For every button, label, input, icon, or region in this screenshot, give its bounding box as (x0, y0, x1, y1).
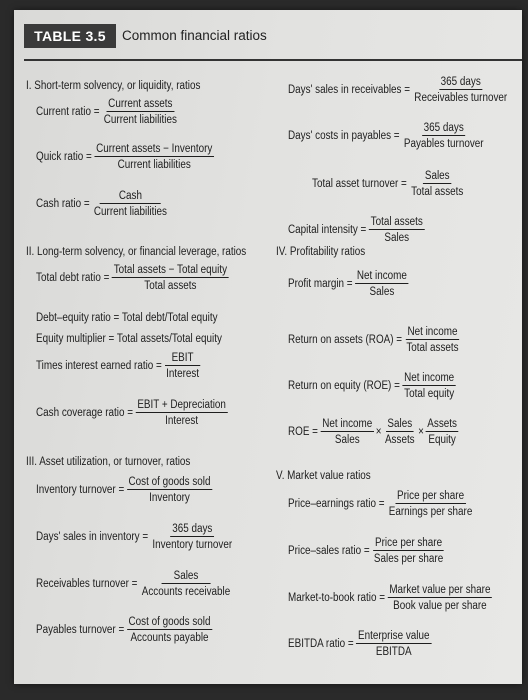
numerator: Assets (427, 418, 457, 430)
section-profitability: IV. Profitability ratios (276, 246, 366, 258)
denominator: Current liabilities (103, 114, 177, 126)
numerator: Sales (387, 418, 413, 430)
numerator: Total assets − Total equity (113, 264, 228, 276)
section-long-term-solvency: II. Long-term solvency, or financial leverage, ratios (26, 246, 247, 258)
numerator: Price per share (397, 490, 465, 502)
formula-ebitda-ratio (288, 630, 431, 658)
formula-label: Market-to-book ratio = (288, 592, 386, 604)
formula-label: EBITDA ratio = (288, 638, 354, 650)
formula-capital-intensity (288, 216, 425, 244)
formula-price-sales-ratio (288, 537, 445, 565)
numerator: EBIT + Depreciation (137, 399, 226, 411)
formula-label: Total asset turnover = (312, 178, 407, 190)
numerator: Sales (424, 170, 450, 182)
denominator: Book value per share (393, 600, 487, 612)
denominator: Receivables turnover (414, 92, 508, 104)
formula-label: Receivables turnover = (36, 578, 138, 590)
denominator: Sales (334, 434, 360, 446)
table-header (14, 10, 522, 60)
denominator: Total assets (411, 186, 464, 198)
formula-payables-turnover (36, 616, 212, 644)
numerator: Market value per share (389, 584, 491, 596)
formula-label: Inventory turnover = (36, 484, 125, 496)
numerator: Net income (356, 270, 407, 282)
numerator: Net income (407, 326, 458, 338)
formula-current-ratio (36, 98, 179, 126)
section-asset-utilization: III. Asset utilization, or turnover, ratios (26, 456, 191, 468)
denominator: Inventory (149, 492, 190, 504)
denominator: Payables turnover (403, 138, 484, 150)
formula-days-costs-in-payables (288, 122, 485, 150)
formula-days-sales-in-inventory (36, 523, 234, 551)
denominator: Current liabilities (93, 206, 168, 218)
formula-cash-coverage-ratio (36, 399, 228, 427)
denominator: Inventory turnover (152, 539, 233, 551)
denominator: Total assets (406, 342, 459, 354)
textbook-page (14, 10, 522, 684)
formula-label: Current ratio = (36, 106, 100, 118)
formula-label: Total debt ratio = (36, 272, 110, 284)
formula-label: Times interest earned ratio = (36, 360, 162, 372)
formula-label: Days' costs in payables = (288, 130, 400, 142)
denominator: Interest (165, 415, 199, 427)
formula-label: Cash coverage ratio = (36, 407, 134, 419)
header-rule (24, 59, 522, 61)
formula-label: ROE = (288, 426, 318, 438)
formula-label: Return on assets (ROA) = (288, 334, 403, 346)
formula-market-to-book-ratio (288, 584, 492, 612)
formula-label: Payables turnover = (36, 624, 125, 636)
formula-label: Price–sales ratio = (288, 545, 370, 557)
formula-label: Capital intensity = (288, 224, 367, 236)
numerator: Total assets (370, 216, 423, 228)
formula-label: Price–earnings ratio = (288, 498, 385, 510)
denominator: Total equity (404, 388, 455, 400)
denominator: Equity (428, 434, 456, 446)
table-number-tag: TABLE 3.5 (24, 24, 116, 48)
formula-label: Return on equity (ROE) = (288, 380, 400, 392)
denominator: Accounts receivable (141, 586, 231, 598)
formula-profit-margin (288, 270, 409, 298)
formula-receivables-turnover (36, 570, 232, 598)
numerator: 365 days (423, 122, 464, 134)
table-title: Common financial ratios (122, 28, 267, 43)
formula-times-interest-earned (36, 352, 201, 380)
numerator: Price per share (375, 537, 443, 549)
numerator: Current assets − Inventory (96, 143, 213, 155)
numerator: Net income (322, 418, 373, 430)
numerator: Cost of goods sold (128, 476, 211, 488)
denominator: Assets (384, 434, 415, 446)
numerator: Current assets (108, 98, 173, 110)
formula-cash-ratio (36, 190, 169, 218)
formula-total-debt-ratio (36, 264, 229, 292)
times-symbol: × (375, 426, 382, 438)
formula-dupont-identity (288, 418, 459, 446)
denominator: EBITDA (375, 646, 412, 658)
formula-label: Profit margin = (288, 278, 353, 290)
denominator: Sales (384, 232, 410, 244)
formula-return-on-equity (288, 372, 456, 400)
denominator: Earnings per share (388, 506, 473, 518)
formula-equity-multiplier: Equity multiplier = Total assets/Total equity (36, 333, 222, 345)
formula-label: Days' sales in inventory = (36, 531, 149, 543)
numerator: 365 days (440, 76, 481, 88)
denominator: Interest (166, 368, 200, 380)
numerator: Sales (162, 570, 211, 584)
numerator: Enterprise value (357, 630, 430, 642)
formula-quick-ratio (36, 143, 214, 171)
denominator: Sales per share (373, 553, 444, 565)
numerator: 365 days (172, 523, 213, 535)
formula-label: Quick ratio = (36, 151, 92, 163)
numerator: Cash (100, 190, 161, 204)
denominator: Current liabilities (117, 159, 191, 171)
formula-return-on-assets (288, 326, 460, 354)
formula-price-earnings-ratio (288, 490, 474, 518)
times-symbol: × (418, 426, 424, 438)
numerator: Cost of goods sold (128, 616, 211, 628)
section-short-term-solvency: I. Short-term solvency, or liquidity, ratios (26, 80, 201, 92)
formula-debt-equity-ratio: Debt–equity ratio = Total debt/Total equity (36, 312, 218, 324)
numerator: EBIT (165, 352, 201, 366)
section-market-value: V. Market value ratios (276, 470, 371, 482)
formula-label: Cash ratio = (36, 198, 90, 210)
denominator: Accounts payable (130, 632, 209, 644)
formula-days-sales-in-receivables (288, 76, 509, 104)
numerator: Net income (404, 372, 455, 384)
formula-inventory-turnover (36, 476, 212, 504)
formula-label: Days' sales in receivables = (288, 84, 410, 96)
denominator: Total assets (144, 280, 197, 292)
denominator: Sales (369, 286, 395, 298)
formula-total-asset-turnover (312, 170, 465, 198)
